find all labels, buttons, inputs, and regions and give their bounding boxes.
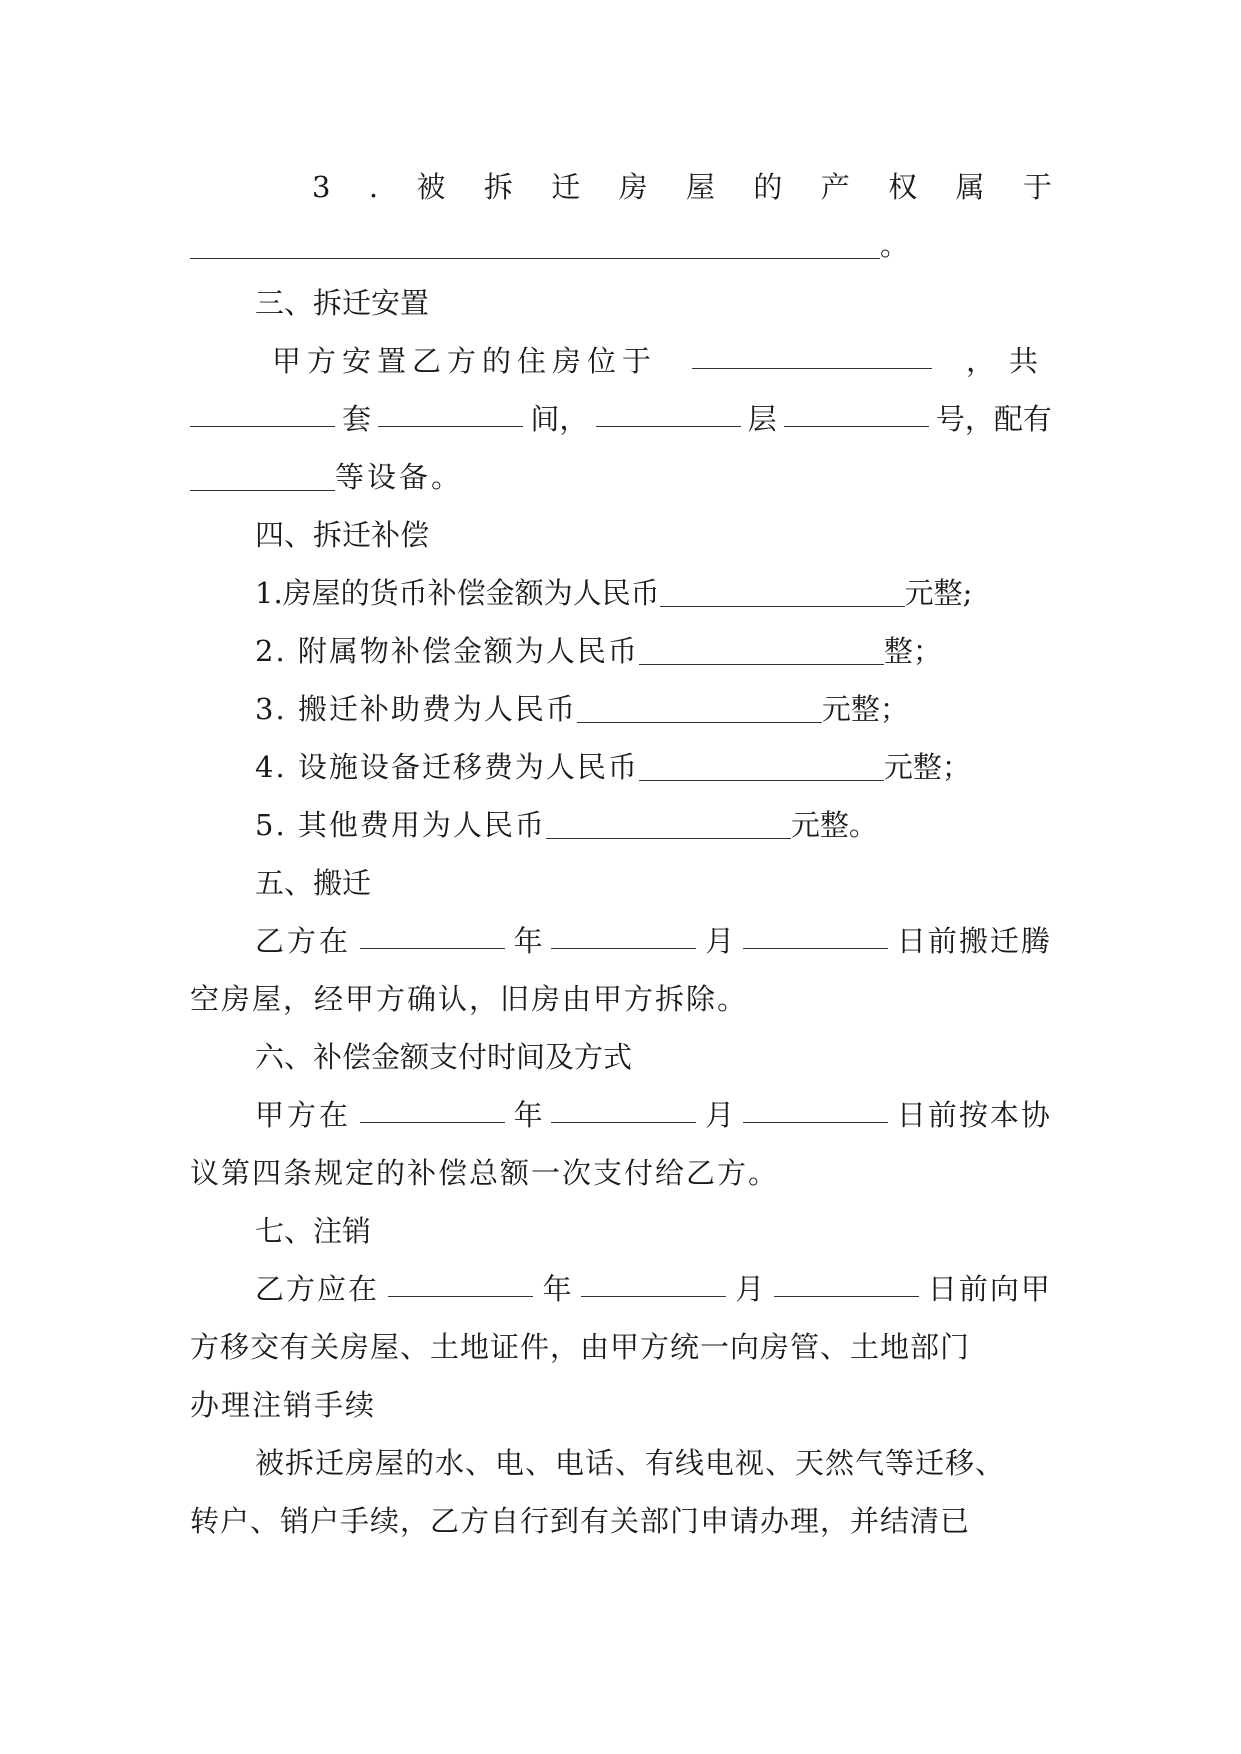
text-char: 产 xyxy=(820,170,850,204)
text-char: 拆 xyxy=(483,170,513,204)
fill-blank xyxy=(551,1092,696,1123)
text-segment: 空房屋，经甲方确认，旧房由甲方拆除。 xyxy=(190,982,749,1016)
text-segment: 办理注销手续 xyxy=(190,1388,377,1422)
clause-3-blank-line xyxy=(190,222,1052,268)
heading-text: 三、拆迁安置 xyxy=(255,286,430,320)
text-segment: 层 xyxy=(747,402,777,436)
text-segment: 月 xyxy=(705,1098,735,1132)
compensation-item-2 xyxy=(255,628,1055,674)
text-segment: 日前搬迁腾 xyxy=(896,924,1052,958)
text-segment: 号，配有 xyxy=(935,402,1052,436)
text-segment: 。 xyxy=(880,228,910,262)
payment-line-1 xyxy=(255,1092,1052,1138)
text-segment: 月 xyxy=(735,1272,765,1306)
clause-3-line xyxy=(312,164,1052,210)
move-line-1 xyxy=(255,918,1052,964)
text-segment: 2. 附属物补偿金额为人民币 xyxy=(255,634,639,668)
utilities-line-2 xyxy=(190,1498,1052,1544)
fill-blank xyxy=(546,808,791,839)
payment-line-2 xyxy=(190,1150,1052,1196)
compensation-item-5 xyxy=(255,802,1055,848)
text-char: 屋 xyxy=(685,170,715,204)
compensation-item-3 xyxy=(255,686,1055,732)
text-segment: 1.房屋的货币补偿金额为人民币 xyxy=(255,576,660,610)
text-segment: 方移交有关房屋、土地证件，由甲方统一向房管、土地部门 xyxy=(190,1330,971,1364)
text-char: 属 xyxy=(955,170,985,204)
text-char: 迁 xyxy=(551,170,581,204)
cancel-line-2 xyxy=(190,1324,1052,1370)
fill-blank xyxy=(360,1092,505,1123)
utilities-line-1 xyxy=(255,1440,1117,1486)
fill-blank xyxy=(692,338,932,369)
heading-text: 七、注销 xyxy=(255,1214,372,1248)
compensation-item-4 xyxy=(255,744,1055,790)
fill-blank xyxy=(360,918,505,949)
text-segment: 套 xyxy=(342,402,372,436)
text-char: . xyxy=(368,170,379,204)
section-heading xyxy=(255,1208,1117,1254)
text-segment: 4. 设施设备迁移费为人民币 xyxy=(255,750,639,784)
section-heading xyxy=(255,280,1117,326)
text-char: 房 xyxy=(618,170,648,204)
text-char: 的 xyxy=(753,170,783,204)
fill-blank xyxy=(378,396,523,427)
text-char: 被 xyxy=(416,170,446,204)
heading-text: 四、拆迁补偿 xyxy=(255,518,430,552)
text-segment: 年 xyxy=(542,1272,572,1306)
text-segment: 整； xyxy=(883,634,942,668)
text-char: 权 xyxy=(888,170,918,204)
placement-line-2 xyxy=(190,396,1052,442)
text-segment: 元整; xyxy=(904,576,973,610)
text-char: 3 xyxy=(312,170,331,204)
heading-text: 五、搬迁 xyxy=(255,866,372,900)
text-segment: 间， xyxy=(530,402,589,436)
text-segment: 元整。 xyxy=(790,808,878,842)
text-segment: 日前按本协 xyxy=(896,1098,1052,1132)
fill-blank xyxy=(190,460,335,491)
text-segment: 乙方应在 xyxy=(255,1272,380,1306)
fill-blank xyxy=(190,396,335,427)
text-segment: 日前向甲 xyxy=(927,1272,1052,1306)
text-segment: 被拆迁房屋的水、电、电话、有线电视、天然气等迁移、 xyxy=(255,1446,1006,1480)
text-segment: 议第四条规定的补偿总额一次支付给乙方。 xyxy=(190,1156,780,1190)
text-segment: 乙方在 xyxy=(255,924,352,958)
compensation-item-1 xyxy=(255,570,1055,616)
fill-blank xyxy=(190,228,880,259)
fill-blank xyxy=(660,576,905,607)
fill-blank xyxy=(784,396,929,427)
heading-text: 六、补偿金额支付时间及方式 xyxy=(255,1040,633,1074)
fill-blank xyxy=(639,634,884,665)
text-segment: 月 xyxy=(705,924,735,958)
text-segment: 甲方在 xyxy=(255,1098,352,1132)
text-segment: 元整； xyxy=(883,750,971,784)
text-segment: 元整； xyxy=(821,692,909,726)
text-segment: 5. 其他费用为人民币 xyxy=(255,808,546,842)
text-segment: ，共 xyxy=(965,344,1052,378)
fill-blank xyxy=(743,918,888,949)
fill-blank xyxy=(774,1266,919,1297)
text-segment: 3. 搬迁补助费为人民币 xyxy=(255,692,577,726)
fill-blank xyxy=(596,396,741,427)
section-heading xyxy=(255,1034,1117,1080)
fill-blank xyxy=(388,1266,533,1297)
section-heading xyxy=(255,860,1117,906)
section-heading xyxy=(255,512,1117,558)
text-segment: 年 xyxy=(513,1098,543,1132)
move-line-2 xyxy=(190,976,1052,1022)
text-segment: 年 xyxy=(513,924,543,958)
cancel-line-3 xyxy=(190,1382,1052,1428)
fill-blank xyxy=(551,918,696,949)
fill-blank xyxy=(743,1092,888,1123)
fill-blank xyxy=(577,692,822,723)
placement-line-3 xyxy=(190,454,1052,500)
text-char: 于 xyxy=(1022,170,1052,204)
cancel-line-1 xyxy=(255,1266,1052,1312)
placement-line-1 xyxy=(272,338,1052,384)
fill-blank xyxy=(581,1266,726,1297)
text-segment: 甲方安置乙方的住房位于 xyxy=(272,344,658,378)
text-segment: 等设备。 xyxy=(335,460,464,494)
fill-blank xyxy=(639,750,884,781)
text-segment: 转户、销户手续，乙方自行到有关部门申请办理，并结清已 xyxy=(190,1504,971,1538)
